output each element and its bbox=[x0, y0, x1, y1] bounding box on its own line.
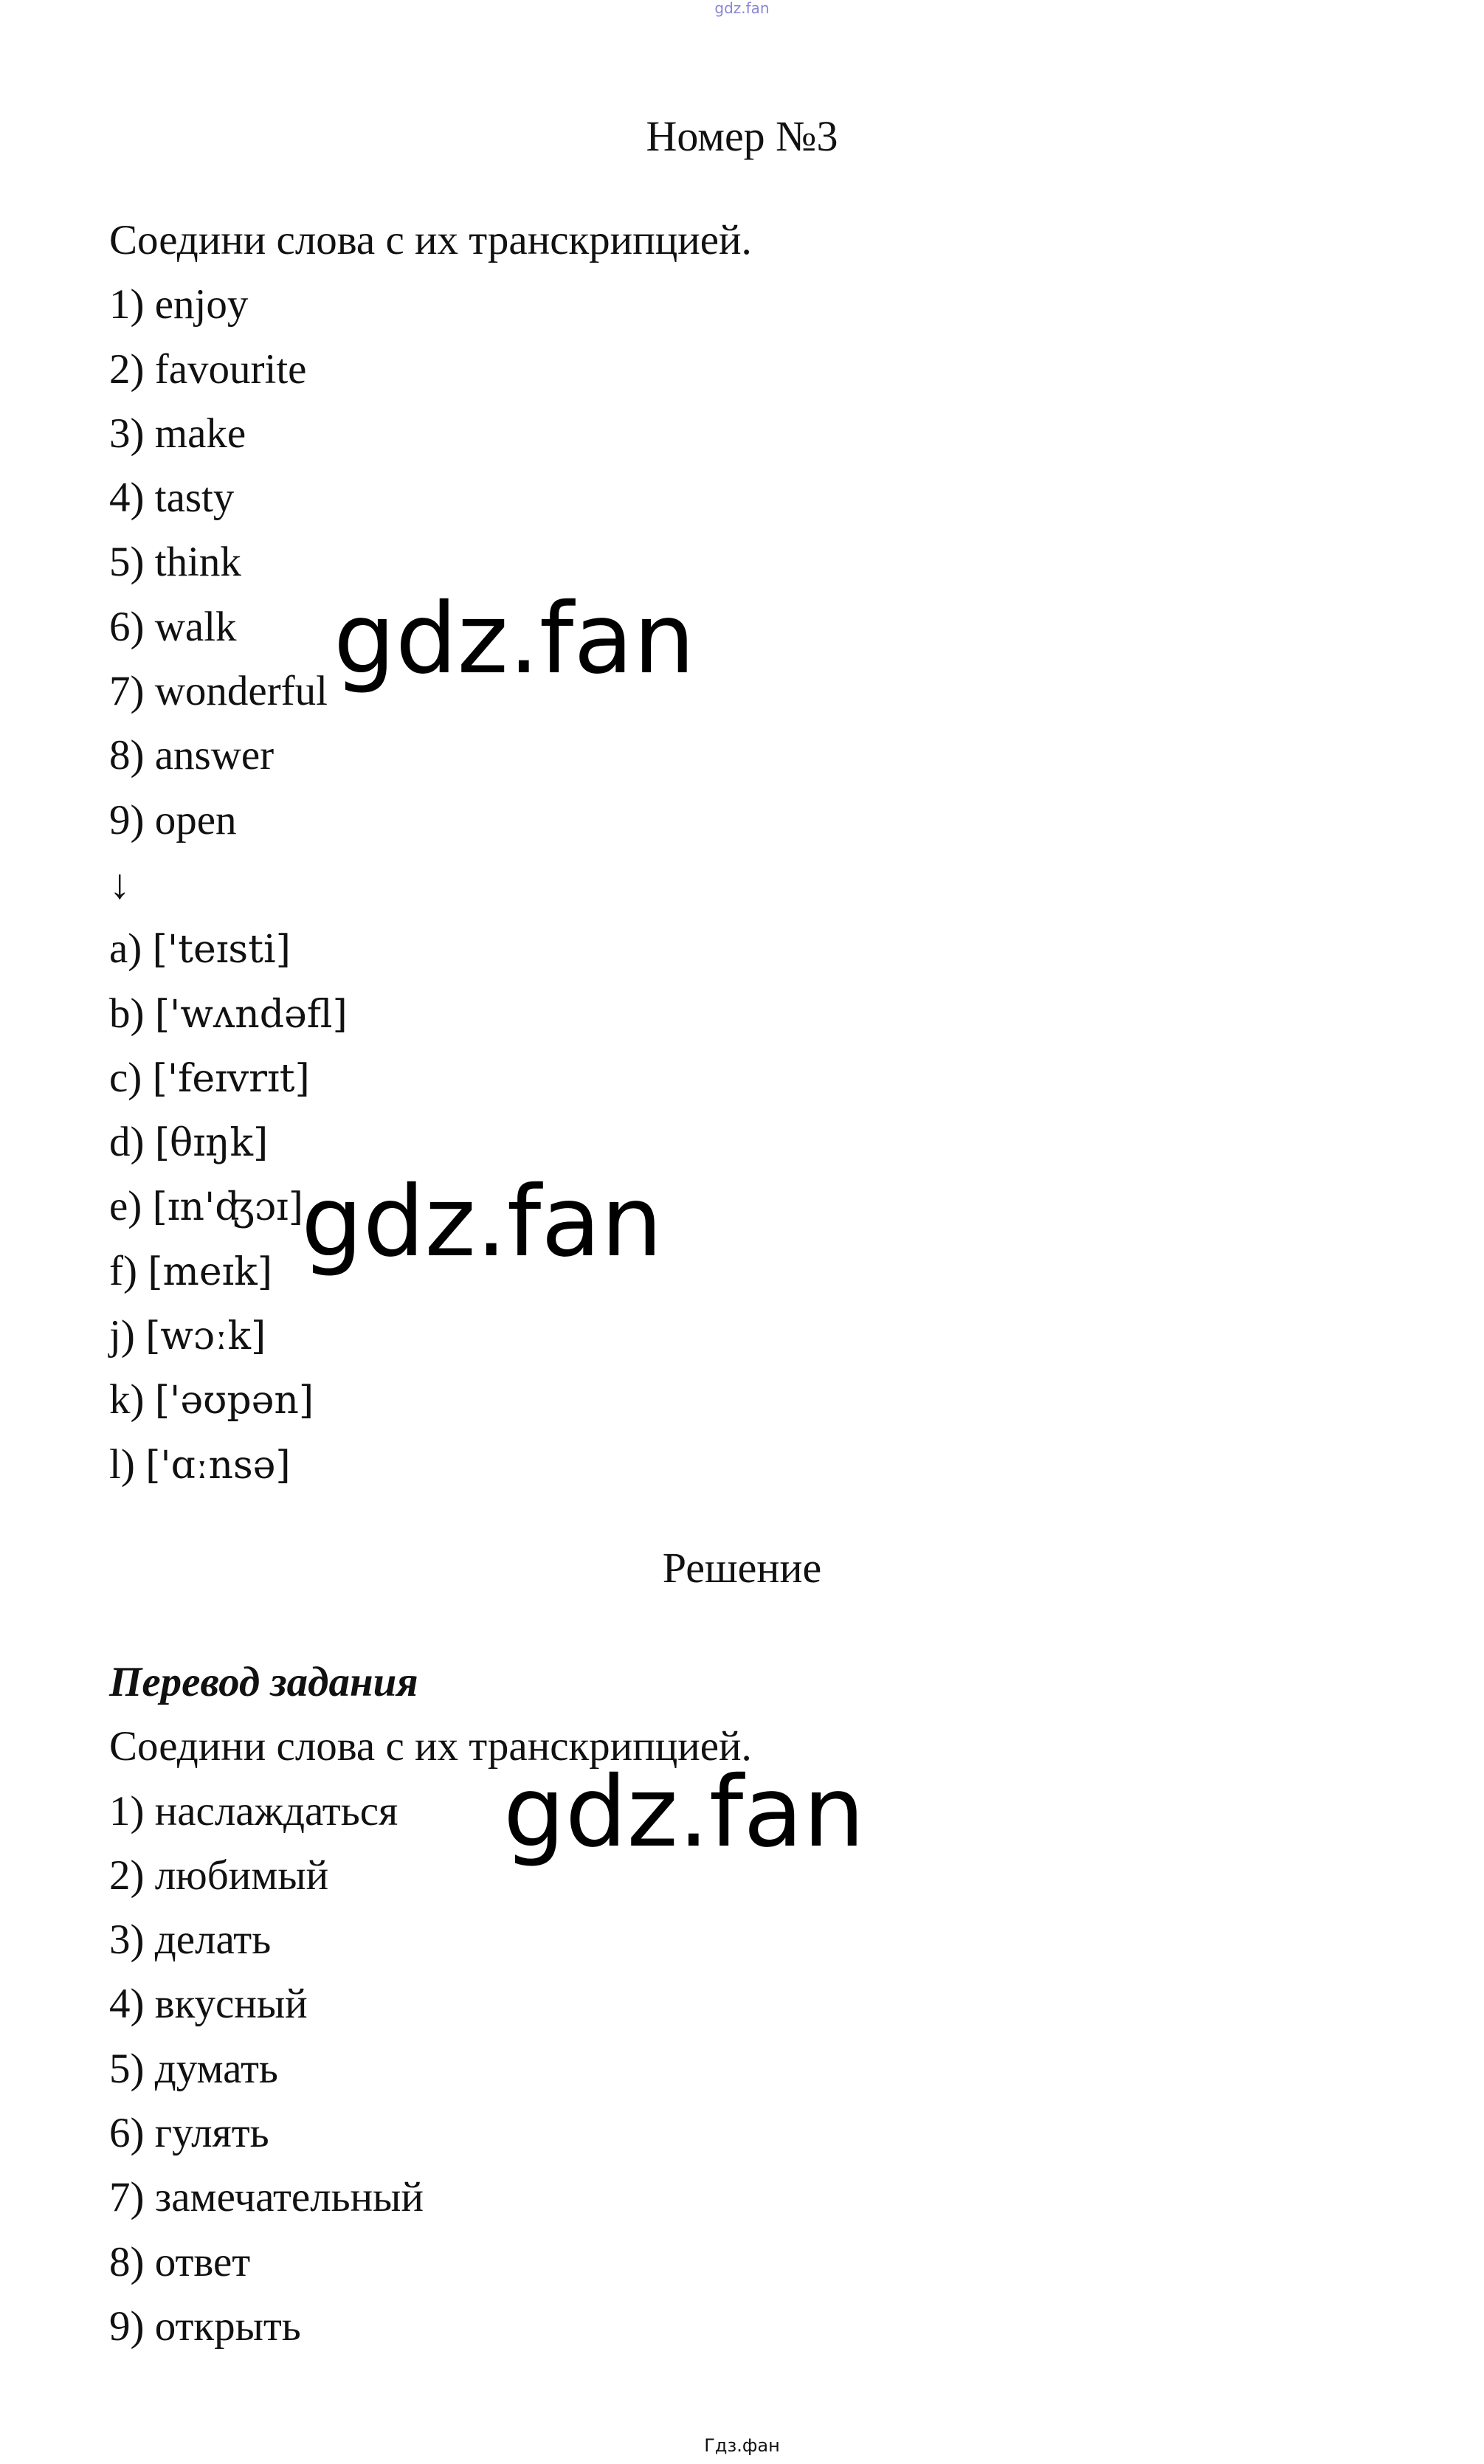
transcription-label: c) bbox=[109, 1054, 153, 1101]
transcription-label: b) bbox=[109, 990, 155, 1037]
transcription-item bbox=[109, 981, 1364, 1046]
watermark: gdz.fan bbox=[301, 1165, 663, 1279]
footer: Гдз.фан bbox=[704, 2435, 780, 2456]
translation-heading: Перевод задания bbox=[109, 1659, 418, 1705]
translation-instruction: Соедини слова с их транскрипцией. bbox=[109, 1723, 752, 1770]
word-item: 6) walk bbox=[109, 603, 237, 650]
transcription-item bbox=[109, 1110, 1364, 1174]
transcription-item bbox=[109, 917, 1364, 981]
translation-item: 3) делать bbox=[109, 1916, 272, 1964]
transcription-label: l) bbox=[109, 1440, 146, 1488]
word-item: 5) think bbox=[109, 539, 241, 586]
word-item: 3) make bbox=[109, 410, 246, 457]
translation-item: 5) думать bbox=[109, 2045, 278, 2092]
word-item: 7) wonderful bbox=[109, 668, 328, 715]
word-item: 4) tasty bbox=[109, 474, 235, 522]
watermark: gdz.fan bbox=[503, 1756, 865, 1869]
translation-item: 6) гулять bbox=[109, 2110, 269, 2157]
translation-item: 8) ответ bbox=[109, 2238, 251, 2285]
transcription-ipa: [ɪn'ʤɔɪ] bbox=[152, 1185, 304, 1230]
translation-item: 9) открыть bbox=[109, 2302, 301, 2350]
transcription-ipa: [wɔːk] bbox=[145, 1314, 266, 1359]
down-arrow-icon: ↓ bbox=[109, 860, 131, 908]
transcription-ipa: [θɪŋk] bbox=[154, 1121, 269, 1166]
transcription-ipa: ['wʌndəfl] bbox=[154, 992, 348, 1037]
word-item: 8) answer bbox=[109, 732, 275, 779]
transcription-label: k) bbox=[109, 1376, 155, 1423]
translation-item: 1) наслаждаться bbox=[109, 1787, 398, 1835]
word-item: 1) enjoy bbox=[109, 281, 249, 328]
transcription-item bbox=[109, 1432, 1364, 1497]
word-item: 9) open bbox=[109, 796, 237, 843]
transcription-item bbox=[109, 1239, 1364, 1303]
transcription-label: j) bbox=[109, 1312, 146, 1359]
transcription-ipa: ['feɪvrɪt] bbox=[152, 1056, 310, 1101]
transcription-ipa: ['əʊpən] bbox=[154, 1378, 314, 1423]
transcription-label: d) bbox=[109, 1119, 155, 1166]
transcription-label: a) bbox=[109, 925, 153, 973]
word-item: 2) favourite bbox=[109, 345, 307, 393]
transcription-ipa: ['teɪsti] bbox=[152, 928, 291, 973]
transcription-item bbox=[109, 1174, 1364, 1238]
task-section bbox=[109, 208, 1364, 1497]
solution-title: Решение bbox=[662, 1544, 822, 1592]
watermark: gdz.fan bbox=[334, 582, 695, 696]
translation-item: 4) вкусный bbox=[109, 1981, 308, 2028]
task-instruction: Соедини слова с их транскрипцией. bbox=[109, 217, 752, 263]
top-watermark: gdz.fan bbox=[714, 0, 770, 17]
page-title: Номер №3 bbox=[646, 112, 838, 160]
transcription-label: f) bbox=[109, 1247, 148, 1294]
transcription-item bbox=[109, 1367, 1364, 1432]
translation-item: 7) замечательный bbox=[109, 2174, 424, 2221]
transcription-label: e) bbox=[109, 1183, 153, 1230]
transcription-ipa: [meɪk] bbox=[148, 1249, 273, 1294]
transcription-item bbox=[109, 1303, 1364, 1367]
transcription-ipa: ['ɑːnsə] bbox=[145, 1443, 291, 1488]
transcription-item bbox=[109, 1046, 1364, 1110]
translation-item: 2) любимый bbox=[109, 1852, 329, 1899]
